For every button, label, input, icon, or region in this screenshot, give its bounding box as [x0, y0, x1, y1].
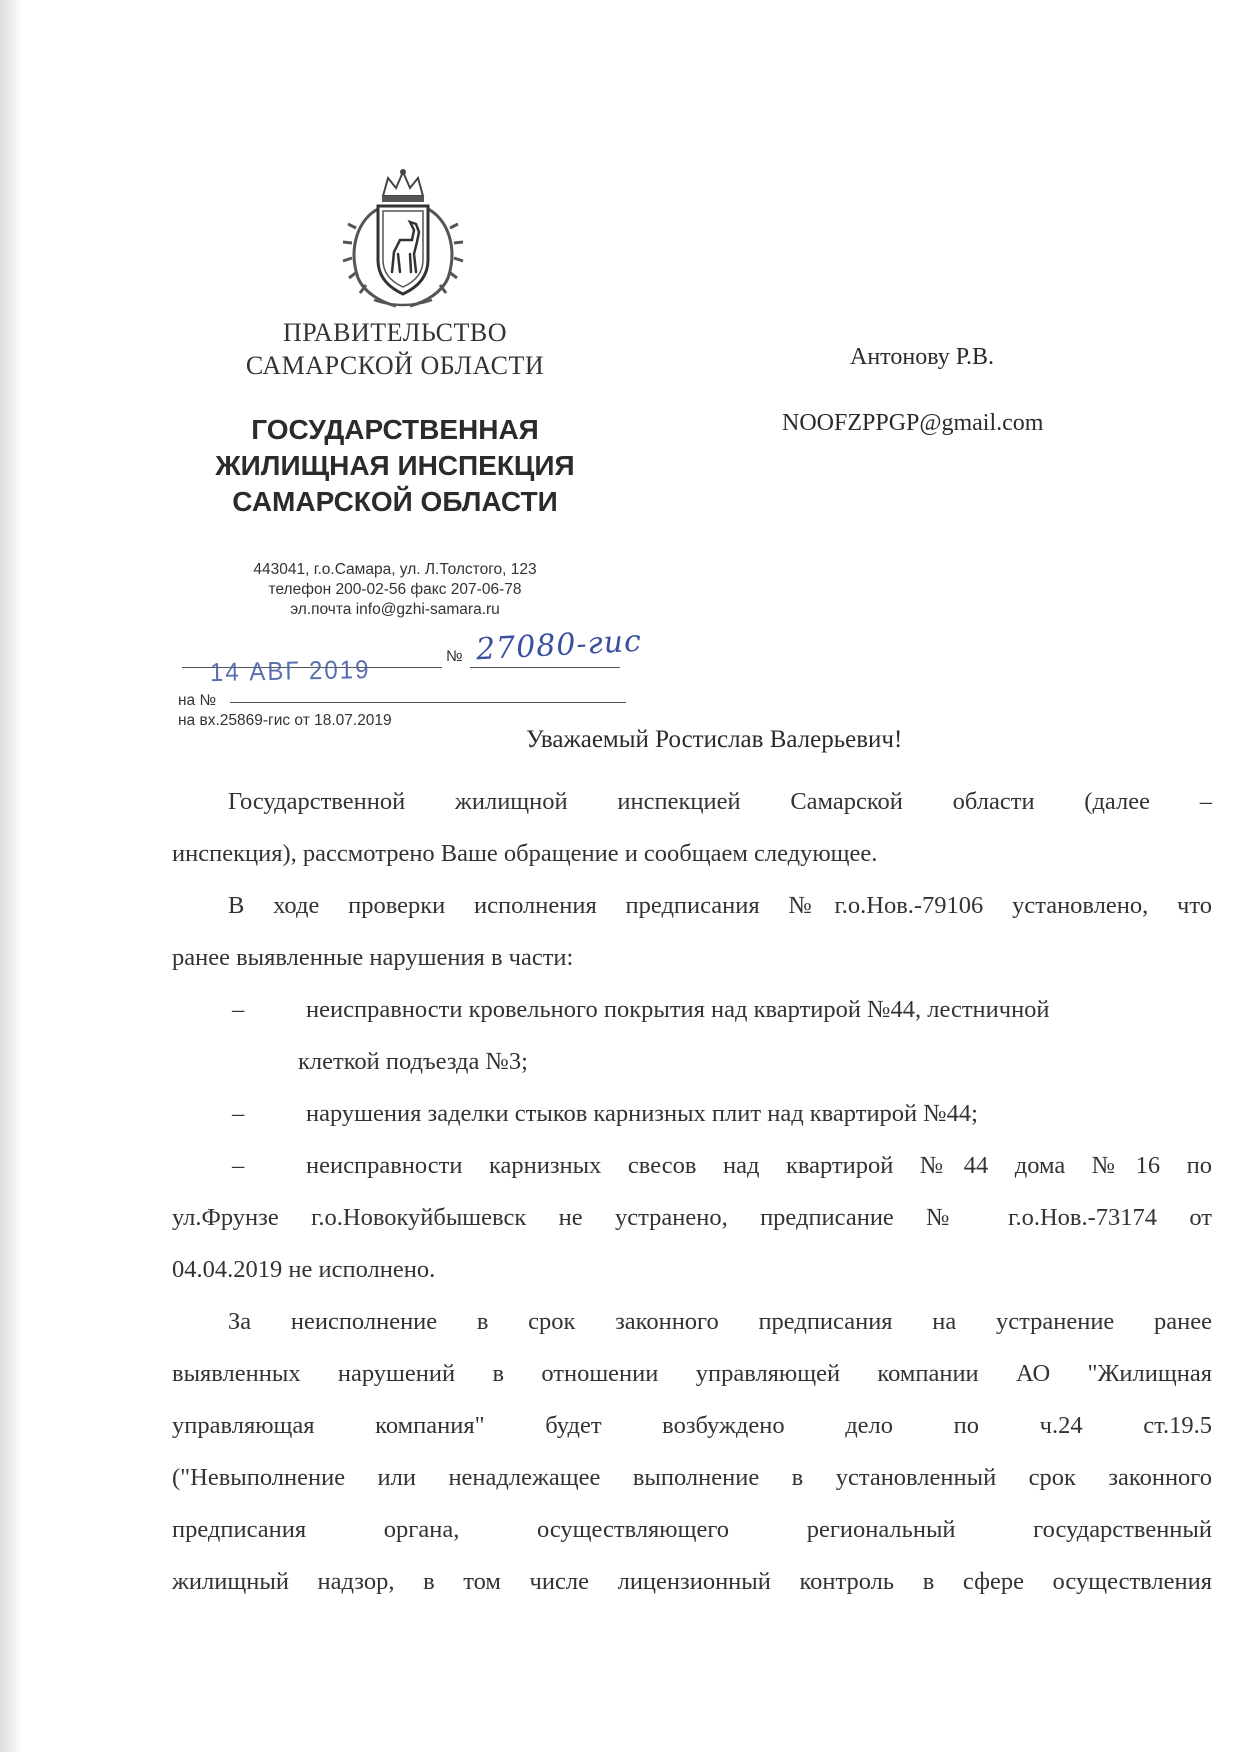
number-line — [470, 667, 620, 668]
paragraph-line: Государственной жилищной инспекцией Самарской области (далее – — [228, 788, 1212, 815]
list-item-continuation: клеткой подъезда №3; — [298, 1048, 528, 1075]
list-item — [172, 1088, 1212, 1140]
paragraph-line: ул.Фрунзе г.о.Новокуйбышевск не устранено, предписание № г.о.Нов.-73174 от — [172, 1204, 1212, 1231]
agency-phone-fax: телефон 200-02-56 факс 207-06-78 — [268, 581, 522, 598]
list-dash: – — [232, 996, 245, 1023]
paragraph-line: предписания органа, осуществляющего региональный государственный — [172, 1516, 1212, 1543]
paragraph-line: В ходе проверки исполнения предписания №г.о.Нов.-79106 установлено, что — [228, 892, 1212, 919]
agency-contacts — [200, 560, 590, 620]
list-dash: – — [232, 1100, 245, 1127]
agency-name-line: ЖИЛИЩНАЯ ИНСПЕКЦИЯ — [215, 450, 575, 481]
number-label: № — [446, 648, 463, 665]
recipient-name: Антонову Р.В. — [850, 344, 995, 370]
list-item-text: неисправности кровельного покрытия над квартирой №44, лестничной — [306, 996, 1050, 1023]
government-name-line: ПРАВИТЕЛЬСТВО — [283, 318, 507, 347]
date-stamp: 14 АВГ 2019 — [209, 655, 371, 688]
paragraph-line: инспекция), рассмотрено Ваше обращение и сообщаем следующее. — [172, 840, 878, 867]
ref-label: на № — [178, 692, 217, 709]
list-item-text: неисправности карнизных свесов над квартирой №44 дома №16 по — [306, 1152, 1212, 1179]
list-dash: – — [232, 1152, 245, 1179]
list-item — [172, 984, 1212, 1036]
agency-name — [150, 412, 640, 520]
coat-of-arms-icon — [340, 168, 466, 310]
paragraph-line: ("Невыполнение или ненадлежащее выполнение в установленный срок законного — [172, 1464, 1212, 1491]
paragraph-line: ранее выявленные нарушения в части: — [172, 944, 574, 971]
agency-address: 443041, г.о.Самара, ул. Л.Толстого, 123 — [253, 561, 537, 578]
handwritten-number: 27080-гис — [475, 623, 643, 668]
agency-email: эл.почта info@gzhi-samara.ru — [290, 601, 500, 618]
paragraph-line: 04.04.2019 не исполнено. — [172, 1256, 436, 1283]
list-item — [172, 1140, 1212, 1192]
paragraph-line: жилищный надзор, в том числе лицензионный контроль в сфере осуществления — [172, 1568, 1212, 1595]
paragraph-line: За неисполнение в срок законного предписания на устранение ранее — [228, 1308, 1212, 1335]
government-name-line: САМАРСКОЙ ОБЛАСТИ — [245, 351, 545, 380]
government-name — [190, 316, 600, 382]
letter-body — [172, 776, 1212, 1608]
paragraph-line: выявленных нарушений в отношении управляющей компании АО "Жилищная — [172, 1360, 1212, 1387]
incoming-reference: на вх.25869-гис от 18.07.2019 — [178, 712, 392, 729]
scan-page-edge — [0, 0, 22, 1752]
ref-line — [230, 702, 626, 703]
paragraph-line: управляющая компания" будет возбуждено дело по ч.24 ст.19.5 — [172, 1412, 1212, 1439]
recipient-email: NOOFZPPGP@gmail.com — [782, 410, 1044, 436]
list-item-text: нарушения заделки стыков карнизных плит над квартирой №44; — [306, 1100, 978, 1127]
greeting: Уважаемый Ростислав Валерьевич! — [526, 726, 903, 753]
agency-name-line: САМАРСКОЙ ОБЛАСТИ — [232, 486, 558, 517]
agency-name-line: ГОСУДАРСТВЕННАЯ — [251, 414, 539, 445]
